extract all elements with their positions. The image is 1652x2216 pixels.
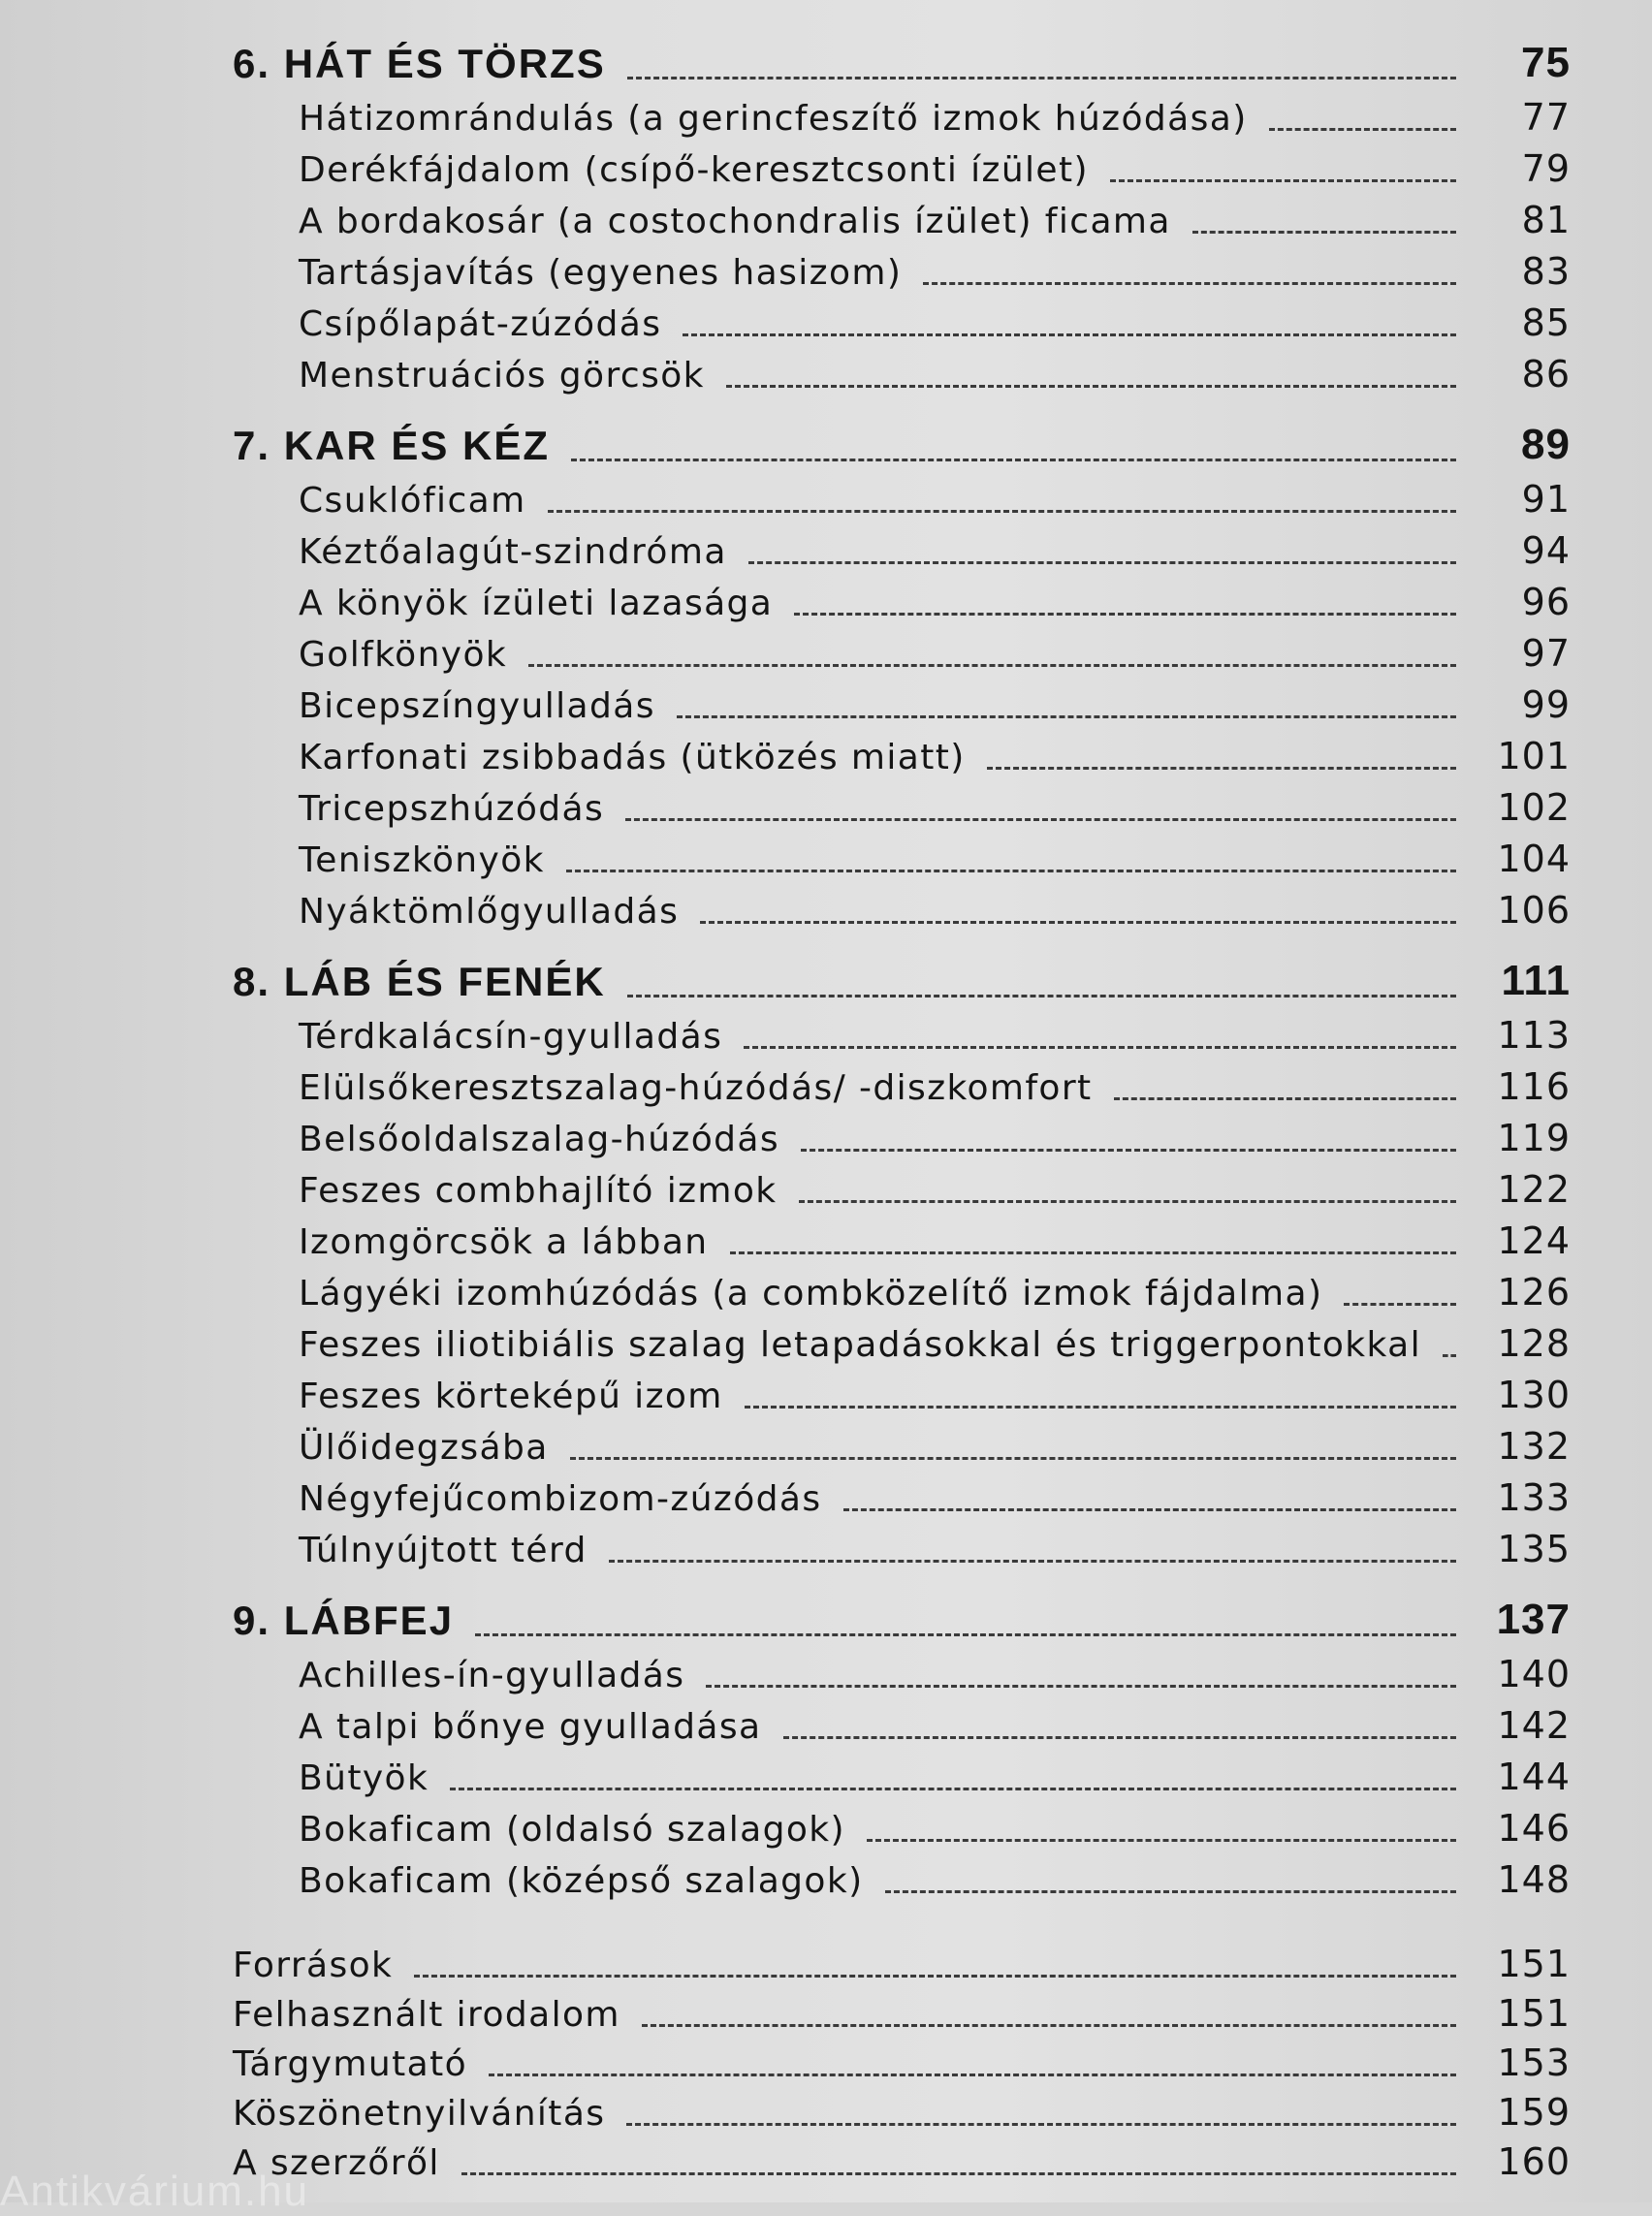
entry-title: Derékfájdalom (csípő-keresztcsonti ízület) [299, 150, 1089, 190]
toc-back-entry [233, 2134, 1571, 2183]
toc-entry [233, 675, 1571, 726]
toc-entry [233, 190, 1571, 241]
leader-dots [489, 2074, 1456, 2076]
entry-title: Menstruációs görcsök [299, 356, 705, 396]
entry-page-number: 122 [1497, 1168, 1571, 1211]
back-entry-page-number: 153 [1497, 2042, 1571, 2084]
entry-page-number: 94 [1521, 529, 1571, 572]
entry-title: Elülsőkeresztszalag-húzódás/ -diszkomfort [299, 1068, 1093, 1108]
chapter-page-number: 111 [1501, 957, 1571, 1004]
entry-title: Csuklóficam [299, 481, 526, 521]
entry-page-number: 124 [1497, 1219, 1571, 1262]
watermark: Antikvárium.hu [0, 2168, 310, 2215]
leader-dots [706, 1685, 1456, 1688]
entry-page-number: 81 [1521, 199, 1571, 241]
back-entry-page-number: 151 [1497, 1943, 1571, 1985]
leader-dots [571, 459, 1456, 461]
leader-dots [1344, 1303, 1456, 1306]
entry-title: Hátizomrándulás (a gerincfeszítő izmok húzódása) [299, 99, 1248, 139]
entry-page-number: 96 [1521, 581, 1571, 623]
toc-entry [233, 1005, 1571, 1057]
chapter-name: HÁT ÉS TÖRZS [283, 41, 606, 86]
toc-section-7 [233, 409, 1571, 932]
entry-title: Teniszkönyök [299, 840, 545, 880]
leader-dots [1110, 179, 1456, 182]
toc-entry [233, 623, 1571, 675]
chapter-page-number: 89 [1521, 421, 1571, 468]
toc-entry [233, 139, 1571, 190]
leader-dots [745, 1406, 1456, 1409]
entry-page-number: 116 [1497, 1065, 1571, 1108]
toc-entry [233, 1211, 1571, 1262]
entry-title: Izomgörcsök a lábban [299, 1222, 709, 1262]
chapter-page-number: 75 [1521, 39, 1571, 86]
entry-page-number: 85 [1521, 301, 1571, 344]
back-entry-title: Felhasznált irodalom [233, 1995, 620, 2035]
leader-dots [923, 282, 1456, 285]
leader-dots [677, 715, 1456, 718]
chapter-name: LÁBFEJ [283, 1598, 455, 1643]
entry-title: Bokaficam (középső szalagok) [299, 1861, 864, 1901]
leader-dots [683, 333, 1456, 336]
chapter-number: 9. [233, 1598, 271, 1643]
toc-entry [233, 1108, 1571, 1159]
entry-title: Kéztőalagút-szindróma [299, 532, 727, 572]
leader-dots [626, 2123, 1456, 2126]
leader-dots [730, 1251, 1456, 1254]
leader-dots [867, 1839, 1456, 1842]
leader-dots [726, 385, 1456, 388]
toc-entry [233, 344, 1571, 396]
leader-dots [794, 613, 1456, 616]
leader-dots [987, 767, 1456, 770]
leader-dots [1192, 231, 1456, 234]
entry-page-number: 77 [1521, 96, 1571, 139]
toc-entry [233, 1644, 1571, 1695]
toc-entry [233, 1468, 1571, 1519]
leader-dots [625, 818, 1456, 821]
back-entry-title: Források [233, 1946, 394, 1985]
entry-title: Belsőoldalszalag-húzódás [299, 1120, 780, 1159]
entry-page-number: 106 [1497, 889, 1571, 932]
back-entry-page-number: 159 [1497, 2091, 1571, 2134]
leader-dots [642, 2024, 1456, 2027]
entry-page-number: 140 [1497, 1653, 1571, 1695]
toc-section-8 [233, 945, 1571, 1570]
toc-back-entry [233, 1985, 1571, 2035]
entry-page-number: 130 [1497, 1374, 1571, 1416]
toc-entry [233, 1159, 1571, 1211]
leader-dots [414, 1975, 1456, 1978]
toc-entry [233, 241, 1571, 293]
toc-entry [233, 1416, 1571, 1468]
entry-page-number: 91 [1521, 478, 1571, 521]
toc-entry [233, 880, 1571, 932]
toc-entry [233, 1519, 1571, 1570]
toc-entry [233, 1314, 1571, 1365]
chapter-number: 8. [233, 959, 271, 1004]
entry-title: Térdkalácsín-gyulladás [299, 1017, 723, 1057]
entry-title: Feszes körteképű izom [299, 1377, 723, 1416]
leader-dots [799, 1200, 1456, 1203]
toc-section-9 [233, 1584, 1571, 1901]
toc-entry [233, 1850, 1571, 1901]
entry-title: Golfkönyök [299, 635, 508, 675]
back-entry-title: A szerzőről [233, 2143, 440, 2183]
entry-title: A talpi bőnye gyulladása [299, 1707, 762, 1747]
chapter-title [233, 1598, 454, 1644]
toc-back-entry [233, 2035, 1571, 2084]
chapter-name: LÁB ÉS FENÉK [283, 959, 606, 1004]
entry-title: Tartásjavítás (egyenes hasizom) [299, 253, 903, 293]
entry-page-number: 144 [1497, 1756, 1571, 1798]
entry-page-number: 101 [1497, 735, 1571, 777]
leader-dots [801, 1149, 1456, 1152]
entry-title: Bütyök [299, 1758, 429, 1798]
toc-entry [233, 1262, 1571, 1314]
chapter-number: 6. [233, 41, 271, 86]
leader-dots [450, 1788, 1456, 1790]
leader-dots [843, 1508, 1457, 1511]
toc-entry [233, 726, 1571, 777]
entry-page-number: 148 [1497, 1858, 1571, 1901]
chapter-name: KAR ÉS KÉZ [283, 423, 551, 468]
leader-dots [1114, 1097, 1456, 1100]
leader-dots [627, 995, 1456, 997]
entry-title: Karfonati zsibbadás (ütközés miatt) [299, 738, 966, 777]
toc-chapter-heading [233, 945, 1571, 1005]
entry-page-number: 102 [1497, 786, 1571, 829]
entry-title: Feszes iliotibiális szalag letapadásokkal és triggerpontokkal [299, 1325, 1421, 1365]
entry-page-number: 119 [1497, 1117, 1571, 1159]
toc-entry [233, 1747, 1571, 1798]
entry-title: Achilles-ín-gyulladás [299, 1656, 685, 1695]
leader-dots [528, 664, 1456, 667]
entry-page-number: 97 [1521, 632, 1571, 675]
entry-page-number: 86 [1521, 353, 1571, 396]
entry-page-number: 133 [1497, 1476, 1571, 1519]
toc-chapter-heading [233, 27, 1571, 87]
toc-entry [233, 1365, 1571, 1416]
entry-page-number: 79 [1521, 147, 1571, 190]
leader-dots [1443, 1354, 1456, 1357]
entry-page-number: 142 [1497, 1704, 1571, 1747]
leader-dots [627, 77, 1456, 79]
toc-entry [233, 1695, 1571, 1747]
entry-page-number: 146 [1497, 1807, 1571, 1850]
entry-title: Túlnyújtott térd [299, 1531, 588, 1570]
back-entry-page-number: 151 [1497, 1992, 1571, 2035]
chapter-title [233, 959, 606, 1005]
toc-back-matter [233, 1936, 1571, 2183]
toc-back-entry [233, 2084, 1571, 2134]
leader-dots [744, 1046, 1456, 1049]
toc-section-6 [233, 27, 1571, 396]
toc-entry [233, 777, 1571, 829]
entry-title: Lágyéki izomhúzódás (a combközelítő izmok fájdalma) [299, 1274, 1323, 1314]
entry-title: Bicepszíngyulladás [299, 686, 655, 726]
toc-chapter-heading [233, 1584, 1571, 1644]
leader-dots [885, 1890, 1456, 1893]
toc-entry [233, 293, 1571, 344]
chapter-title [233, 423, 550, 469]
leader-dots [783, 1736, 1456, 1739]
table-of-contents [233, 27, 1571, 2183]
leader-dots [748, 561, 1456, 564]
entry-page-number: 83 [1521, 250, 1571, 293]
back-entry-title: Köszönetnyilvánítás [233, 2094, 606, 2134]
entry-page-number: 126 [1497, 1271, 1571, 1314]
entry-page-number: 128 [1497, 1322, 1571, 1365]
leader-dots [1269, 128, 1456, 131]
leader-dots [475, 1633, 1456, 1636]
entry-page-number: 99 [1521, 683, 1571, 726]
entry-title: Négyfejűcombizom-zúzódás [299, 1479, 822, 1519]
leader-dots [609, 1560, 1456, 1563]
leader-dots [700, 921, 1456, 924]
entry-title: Nyáktömlőgyulladás [299, 892, 680, 932]
leader-dots [461, 2172, 1456, 2175]
leader-dots [570, 1457, 1456, 1460]
entry-title: Bokaficam (oldalsó szalagok) [299, 1810, 845, 1850]
entry-page-number: 113 [1497, 1014, 1571, 1057]
entry-title: A bordakosár (a costochondralis ízület) ficama [299, 202, 1171, 241]
chapter-title [233, 41, 606, 87]
chapter-page-number: 137 [1496, 1596, 1571, 1643]
toc-entry [233, 87, 1571, 139]
back-entry-title: Tárgymutató [233, 2044, 468, 2084]
toc-entry [233, 572, 1571, 623]
toc-entry [233, 829, 1571, 880]
entry-title: Ülőidegzsába [299, 1428, 549, 1468]
toc-entry [233, 469, 1571, 521]
back-entry-page-number: 160 [1497, 2140, 1571, 2183]
toc-entry [233, 1798, 1571, 1850]
leader-dots [548, 510, 1456, 513]
entry-page-number: 132 [1497, 1425, 1571, 1468]
entry-title: Feszes combhajlító izmok [299, 1171, 778, 1211]
entry-title: Tricepszhúzódás [299, 789, 605, 829]
toc-entry [233, 1057, 1571, 1108]
entry-page-number: 135 [1497, 1528, 1571, 1570]
toc-chapter-heading [233, 409, 1571, 469]
toc-entry [233, 521, 1571, 572]
entry-page-number: 104 [1497, 838, 1571, 880]
leader-dots [566, 870, 1456, 872]
chapter-number: 7. [233, 423, 271, 468]
toc-back-entry [233, 1936, 1571, 1985]
entry-title: Csípőlapát-zúzódás [299, 304, 662, 344]
entry-title: A könyök ízületi lazasága [299, 584, 774, 623]
